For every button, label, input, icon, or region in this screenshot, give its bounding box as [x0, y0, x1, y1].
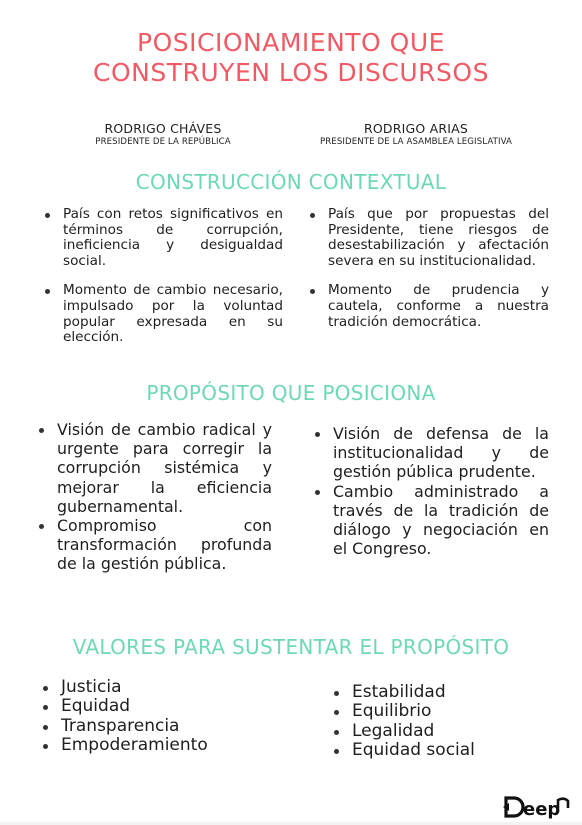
person-left-name: RODRIGO CHÁVES: [104, 121, 222, 136]
section-heading-valores: VALORES PARA SUSTENTAR EL PROPÓSITO: [72, 635, 510, 659]
valores-left-list: [61, 678, 261, 755]
list-item: Visión de cambio radical y urgente para corregir la corrupción sistémica y mejorar la eficiencia gubernamental.: [57, 420, 272, 516]
proposito-left-list: [57, 420, 272, 574]
list-item: Equidad: [61, 697, 261, 716]
person-right: [300, 121, 532, 147]
list-item: País con retos significativos en términos de corrupción, ineficiencia y desigualdad social.: [63, 206, 283, 269]
list-item: Justicia: [61, 678, 261, 697]
list-item: Momento de prudencia y cautela, conforme a nuestra tradición democrática.: [328, 282, 549, 330]
list-item: Cambio administrado a través de la tradición de diálogo y negociación en el Congreso.: [333, 481, 549, 559]
title-line-2: CONSTRUYEN LOS DISCURSOS: [93, 58, 489, 87]
person-left: [74, 121, 252, 147]
list-item: Equilibrio: [352, 702, 552, 721]
page-title: [0, 28, 582, 88]
title-line-1: POSICIONAMIENTO QUE: [137, 28, 445, 57]
contextual-right-list: [328, 207, 549, 344]
valores-right-list: [352, 683, 552, 760]
list-item: Legalidad: [352, 722, 552, 741]
list-item: Momento de cambio necesario, impulsado por la voluntad popular expresada en su elección.: [63, 282, 283, 346]
list-item: Visión de defensa de la institucionalidad y de gestión pública prudente.: [333, 424, 549, 482]
deepn-logo-icon: [502, 795, 572, 819]
list-item: Transparencia: [61, 717, 261, 736]
person-right-role: PRESIDENTE DE LA ASAMBLEA LEGISLATIVA: [319, 137, 513, 147]
section-heading-contextual: CONSTRUCCIÓN CONTEXTUAL: [135, 170, 447, 194]
person-right-name: RODRIGO ARIAS: [363, 121, 469, 136]
section-heading-proposito: PROPÓSITO QUE POSICIONA: [146, 381, 436, 405]
svg-text:eep: eep: [523, 799, 561, 819]
list-item: Empoderamiento: [61, 736, 261, 755]
list-item: Equidad social: [352, 741, 552, 760]
list-item: Compromiso con transformación profunda de la gestión pública.: [57, 516, 272, 574]
deepn-logo: [502, 795, 572, 819]
list-item: País que por propuestas del Presidente, tiene riesgos de desestabilización y afectación severa en su institucionalidad.: [328, 206, 549, 269]
person-left-role: PRESIDENTE DE LA REPÚBLICA: [95, 137, 231, 147]
list-item: Estabilidad: [352, 683, 552, 702]
contextual-left-list: [63, 207, 283, 360]
proposito-right-list: [333, 424, 549, 558]
